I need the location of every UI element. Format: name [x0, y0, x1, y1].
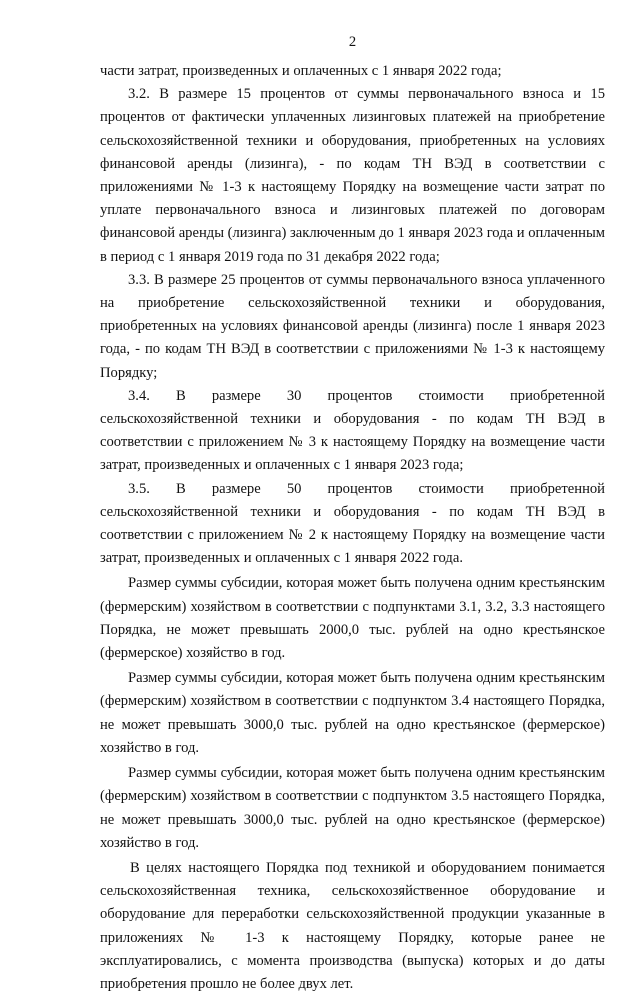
- paragraph-subsidy-limit-3-1-3-3: Размер суммы субсидии, которая может быть получена одним крестьянским (фермерским) хозяйством в соответствии с подпунктами 3.1, 3.2, 3.3 настоящего Порядка, не может превышать 2000,0 тыс. рублей на одно крестьянское (фермерское) хозяйство в год.: [100, 575, 605, 662]
- paragraph-continuation: части затрат, произведенных и оплаченных с 1 января 2022 года;: [100, 63, 502, 79]
- page-number: 2: [348, 34, 357, 50]
- paragraph-subsidy-limit-3-4: Размер суммы субсидии, которая может быть получена одним крестьянским (фермерским) хозяйством в соответствии с подпунктом 3.4 настоящего Порядка, не может превышать 3000,0 тыс. рублей на одно крестьянское (фермерское) хозяйство в год.: [100, 670, 605, 756]
- paragraph-3-2: 3.2. В размере 15 процентов от суммы первоначального взноса и 15 процентов от фактически уплаченных лизинговых платежей на приобретение сельскохозяйственной техники и оборудования, приобретенных на условиях финансовой аренды (лизинга), - по кодам ТН ВЭД в соответствии с приложениями № 1-3 к настоящему Порядку на возмещение части затрат по уплате первоначального взноса и лизинговых платежей по договорам финансовой аренды (лизинга) заключенным до 1 января 2023 года и оплаченным в период с 1 января 2019 года по 31 декабря 2022 года;: [100, 86, 605, 265]
- paragraph-3-3: 3.3. В размере 25 процентов от суммы первоначального взноса уплаченного на приобретение сельскохозяйственной техники и оборудования, приобретенных на условиях финансовой аренды (лизинга) после 1 января 2023 года, - по кодам ТН ВЭД в соответствии с приложениями № 1-3 к настоящему Порядку;: [100, 271, 605, 381]
- paragraph-3-4: 3.4. В размере 30 процентов стоимости приобретенной сельскохозяйственной техники и оборудования - по кодам ТН ВЭД в соответствии с приложением № 3 к настоящему Порядку на возмещение части затрат, произведенных и оплаченных с 1 января 2023 года;: [100, 387, 605, 474]
- paragraph-3-5: 3.5. В размере 50 процентов стоимости приобретенной сельскохозяйственной техники и оборудования - по кодам ТН ВЭД в соответствии с приложением № 2 к настоящему Порядку на возмещение части затрат, произведенных и оплаченных с 1 января 2022 года.: [100, 480, 605, 567]
- paragraph-equipment-definition: В целях настоящего Порядка под техникой и оборудованием понимается сельскохозяйственная техника, сельскохозяйственное оборудование и оборудование для переработки сельскохозяйственной продукции указанные в приложениях № 1-3 к настоящему Порядку, которые ранее не эксплуатировались, с момента производства (выпуска) которых и до даты приобретения прошло не более двух лет.: [100, 859, 605, 992]
- document-page: [100, 34, 605, 996]
- paragraph-subsidy-limit-3-5: Размер суммы субсидии, которая может быть получена одним крестьянским (фермерским) хозяйством в соответствии с подпунктом 3.5 настоящего Порядка, не может превышать 3000,0 тыс. рублей на одно крестьянское (фермерское) хозяйство в год.: [100, 765, 605, 851]
